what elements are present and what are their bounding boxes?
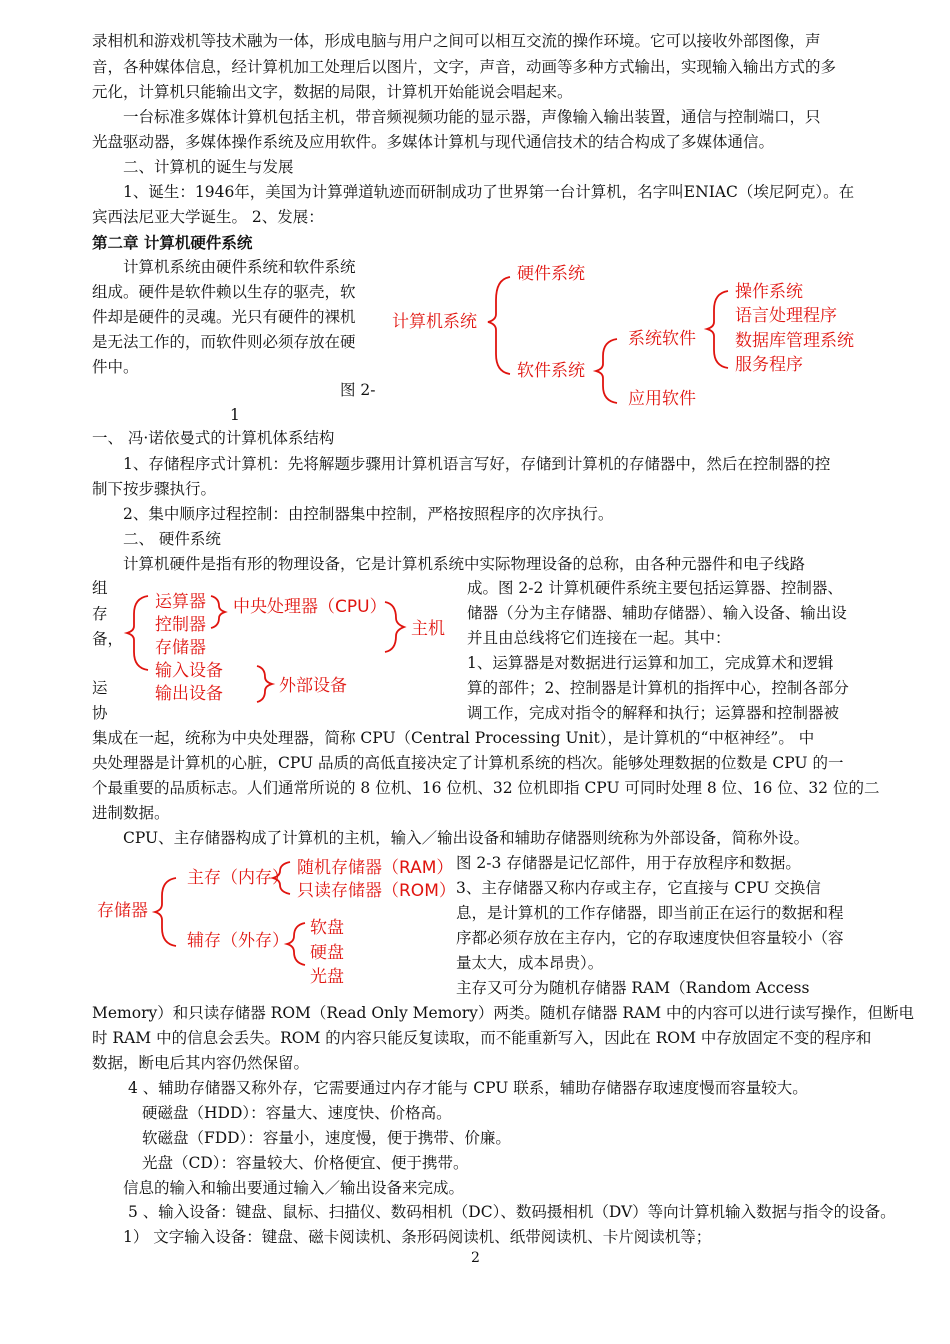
- fig3-cd: 光盘: [310, 967, 344, 987]
- text-line: 计算机系统由硬件系统和软件系统: [123, 258, 356, 276]
- fig1-lang: 语言处理程序: [735, 306, 837, 326]
- text-line: 硬磁盘（HDD）：容量大、速度快、价格高。: [142, 1104, 452, 1122]
- text-line: 主存又可分为随机存储器 RAM（Random Access: [456, 979, 810, 997]
- text-line: 光盘驱动器，多媒体操作系统及应用软件。多媒体计算机与现代通信技术的结合构成了多媒体通信。: [92, 133, 775, 151]
- fig3-main: 主存（内存）: [187, 868, 289, 888]
- text-line: 并且由总线将它们连接在一起。其中：: [467, 629, 731, 647]
- text-line: 录相机和游戏机等技术融为一体，形成电脑与用户之间可以相互交流的操作环境。它可以接收外部图像，声: [92, 32, 821, 50]
- text-fragment: 运: [92, 679, 108, 697]
- text-line: 3、主存储器又称内存或主存，它直接与 CPU 交换信: [456, 879, 821, 897]
- text-line: 央处理器是计算机的心脏，CPU 品质的高低直接决定了计算机系统的档次。能够处理数据的位数是 CPU 的一: [92, 754, 844, 772]
- fig1-hardware: 硬件系统: [517, 264, 585, 284]
- fig3-aux: 辅存（外存）: [187, 931, 289, 951]
- text-line: 软磁盘（FDD）：容量小，速度慢，便于携带、价廉。: [142, 1129, 511, 1147]
- text-line: 4 、辅助存储器又称外存，它需要通过内存才能与 CPU 联系，辅助存储器存取速度慢而容量较大。: [128, 1079, 808, 1097]
- text-line: 计算机硬件是指有形的物理设备，它是计算机系统中实际物理设备的总称，由各种元器件和电子线路: [123, 555, 806, 573]
- text-line: 图 2-3 存储器是记忆部件，用于存放程序和数据。: [456, 854, 801, 872]
- text-line: 是无法工作的，而软件则必须存放在硬: [92, 333, 356, 351]
- text-line: 1） 文字输入设备：键盘、磁卡阅读机、条形码阅读机、纸带阅读机、卡片阅读机等；: [123, 1228, 712, 1246]
- text-line: 进制数据。: [92, 804, 170, 822]
- fig1-db: 数据库管理系统: [735, 331, 854, 351]
- text-line: 光盘（CD）：容量较大、价格便宜、便于携带。: [142, 1154, 469, 1172]
- fig1-application-software: 应用软件: [628, 389, 696, 409]
- text-line: 调工作，完成对指令的解释和执行；运算器和控制器被: [467, 704, 840, 722]
- fig2-controller: 控制器: [155, 615, 206, 635]
- section-heading: 一、 冯·诺依曼式的计算机体系结构: [92, 429, 335, 447]
- text-line: 制下按步骤执行。: [92, 480, 217, 498]
- text-line: 音，各种媒体信息，经计算机加工处理后以图片，文字，声音，动画等多种方式输出，实现输入输出方式的多: [92, 58, 837, 76]
- fig1-system-software: 系统软件: [628, 329, 696, 349]
- text-line: 元化，计算机只能输出文字，数据的局限，计算机开始能说会唱起来。: [92, 83, 573, 101]
- text-line: 时 RAM 中的信息会丢失。ROM 的内容只能反复读取，而不能重新写入，因此在 ROM 中存放固定不变的程序和: [92, 1029, 872, 1047]
- text-fragment: 组: [92, 579, 108, 597]
- text-line: CPU、主存储器构成了计算机的主机，输入／输出设备和辅助存储器则统称为外部设备，简称外设。: [123, 829, 810, 847]
- text-line: 信息的输入和输出要通过输入／输出设备来完成。: [123, 1179, 465, 1197]
- text-fragment: 备，: [92, 630, 124, 648]
- text-line: 成。图 2-2 计算机硬件系统主要包括运算器、控制器、: [467, 579, 843, 597]
- text-line: 组成。硬件是软件赖以生存的驱壳，软: [92, 283, 356, 301]
- fig3-hdd: 硬盘: [310, 943, 344, 963]
- text-line: 件中。: [92, 358, 139, 376]
- text-fragment: 协: [92, 704, 108, 722]
- fig3-root: 存储器: [97, 901, 148, 921]
- chapter-title: 第二章 计算机硬件系统: [92, 234, 253, 252]
- text-line: 宾西法尼亚大学诞生。 2、发展：: [92, 208, 324, 226]
- text-line: 一台标准多媒体计算机包括主机，带音频视频功能的显示器，声像输入输出装置，通信与控制端口，只: [123, 108, 821, 126]
- fig2-alu: 运算器: [155, 592, 206, 612]
- fig1-root: 计算机系统: [392, 312, 477, 332]
- text-fragment: 存: [92, 605, 108, 623]
- fig1-os: 操作系统: [735, 282, 803, 302]
- fig2-memory: 存储器: [155, 638, 206, 658]
- text-line: 个最重要的品质标志。人们通常所说的 8 位机、16 位机、32 位机即指 CPU 可同时处理 8 位、16 位、32 位的二: [92, 779, 880, 797]
- fig3-ram: 随机存储器（RAM）: [297, 858, 454, 878]
- fig3-rom: 只读存储器（ROM）: [297, 881, 456, 901]
- text-line: 数据，断电后其内容仍然保留。: [92, 1054, 310, 1072]
- text-line: 5 、输入设备：键盘、鼠标、扫描仪、数码相机（DC）、数码摄相机（DV）等向计算机输入数据与指令的设备。: [128, 1203, 896, 1221]
- fig1-service: 服务程序: [735, 355, 803, 375]
- fig2-cpu: 中央处理器（CPU）: [233, 597, 387, 617]
- text-line: 序都必须存放在主存内，它的存取速度快但容量较小（容: [456, 929, 844, 947]
- figure-caption: 图 2-: [340, 381, 376, 399]
- section-heading: 二、计算机的诞生与发展: [123, 158, 294, 176]
- text-line: 1、诞生：1946年，美国为计算弹道轨迹而研制成功了世界第一台计算机，名字叫ENIAC（埃尼阿克）。在: [123, 183, 855, 201]
- page-number: 2: [471, 1250, 480, 1266]
- text-line: Memory）和只读存储器 ROM（Read Only Memory）两类。随机存储器 RAM 中的内容可以进行读写操作，但断电: [92, 1004, 915, 1022]
- text-line: 集成在一起，统称为中央处理器，简称 CPU（Central Processing Unit），是计算机的“中枢神经”。 中: [92, 729, 815, 747]
- fig2-host: 主机: [411, 619, 445, 639]
- text-line: 2、集中顺序过程控制：由控制器集中控制，严格按照程序的次序执行。: [123, 505, 614, 523]
- fig2-output: 输出设备: [155, 684, 223, 704]
- fig1-software: 软件系统: [517, 361, 585, 381]
- text-line: 1、运算器是对数据进行运算和加工，完成算术和逻辑: [467, 654, 834, 672]
- text-line: 算的部件；2、控制器是计算机的指挥中心，控制各部分: [467, 679, 849, 697]
- fig2-peripheral: 外部设备: [279, 676, 347, 696]
- figure-caption: 1: [230, 406, 240, 424]
- text-line: 1、存储程序式计算机：先将解题步骤用计算机语言写好，存储到计算机的存储器中，然后在控制器的控: [123, 455, 831, 473]
- text-line: 息，是计算机的工作存储器，即当前正在运行的数据和程: [456, 904, 844, 922]
- fig2-input: 输入设备: [155, 661, 223, 681]
- text-line: 储器（分为主存储器、辅助存储器）、输入设备、输出设: [467, 604, 847, 622]
- fig3-floppy: 软盘: [310, 918, 344, 938]
- text-line: 件却是硬件的灵魂。光只有硬件的裸机: [92, 308, 356, 326]
- text-line: 量太大，成本昂贵）。: [456, 954, 604, 972]
- section-heading: 二、 硬件系统: [123, 530, 221, 548]
